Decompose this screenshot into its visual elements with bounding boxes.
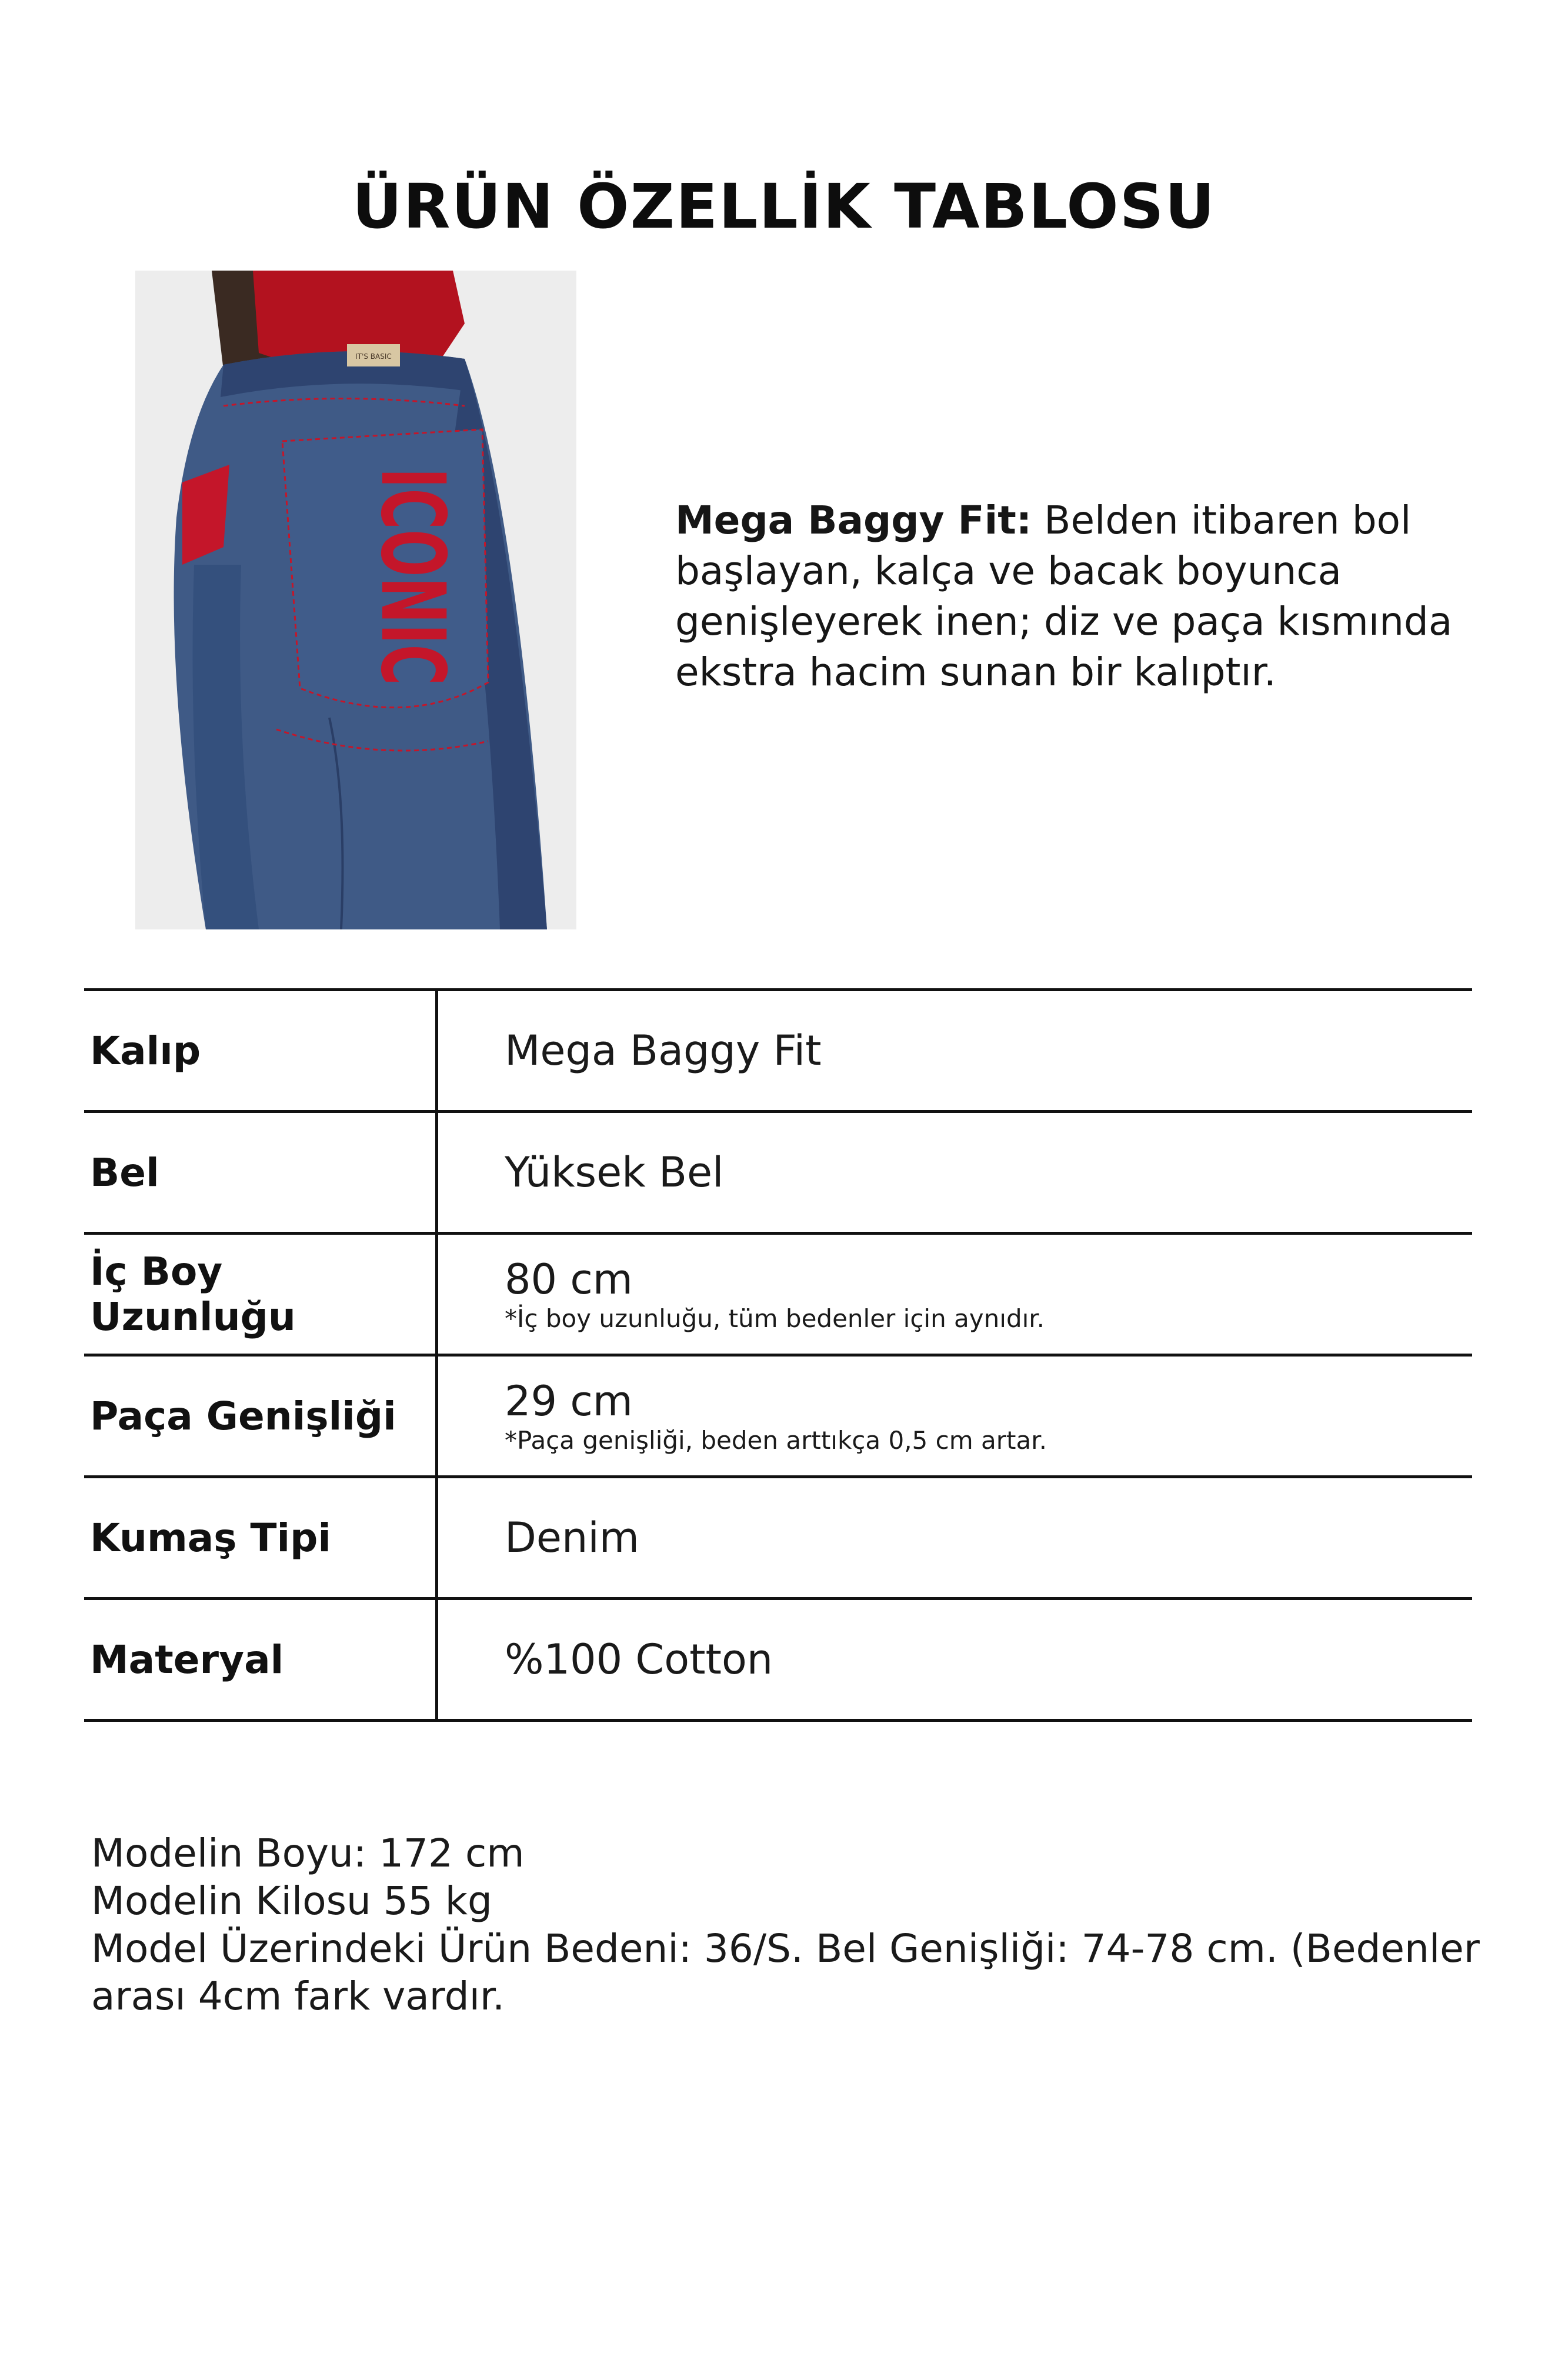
spec-key: Kumaş Tipi bbox=[90, 1515, 332, 1561]
column-divider bbox=[435, 1235, 438, 1354]
model-info bbox=[91, 1829, 1491, 2020]
product-photo bbox=[135, 271, 576, 929]
spec-value-cell bbox=[505, 1478, 639, 1597]
spec-row-paca bbox=[84, 1357, 1472, 1478]
spec-key: Paça Genişliği bbox=[90, 1393, 396, 1439]
spec-value-cell bbox=[505, 991, 822, 1110]
spec-value-cell bbox=[505, 1113, 724, 1232]
spec-value-cell bbox=[505, 1357, 1047, 1475]
spec-row-kalip bbox=[84, 991, 1472, 1113]
brand-tag-text: IT'S BASIC bbox=[355, 352, 392, 361]
spec-key: Bel bbox=[90, 1149, 159, 1195]
spec-table bbox=[84, 988, 1472, 1722]
spec-row-kumas bbox=[84, 1478, 1472, 1600]
spec-value: Mega Baggy Fit bbox=[505, 1026, 822, 1075]
fit-description-text: Belden itibaren bol başlayan, kalça ve bacak boyunca genişleyerek inen; diz ve paça kısmında ekstra hacim sunan bir kalıptır. bbox=[675, 498, 1453, 695]
spec-value: 29 cm bbox=[505, 1377, 633, 1425]
spec-row-ic-boy bbox=[84, 1235, 1472, 1357]
column-divider bbox=[435, 1600, 438, 1719]
spec-value-cell bbox=[505, 1600, 773, 1719]
spec-key: Kalıp bbox=[90, 1028, 201, 1074]
spec-value: %100 Cotton bbox=[505, 1635, 773, 1684]
column-divider bbox=[435, 1357, 438, 1475]
spec-value-cell bbox=[505, 1235, 1045, 1354]
spec-value: Denim bbox=[505, 1514, 639, 1562]
column-divider bbox=[435, 1113, 438, 1232]
column-divider bbox=[435, 1478, 438, 1597]
column-divider bbox=[435, 991, 438, 1110]
spec-row-materyal bbox=[84, 1600, 1472, 1722]
spec-note: *İç boy uzunluğu, tüm bedenler için aynıdır. bbox=[505, 1304, 1045, 1333]
spec-key: Materyal bbox=[90, 1637, 284, 1682]
model-weight: Modelin Kilosu 55 kg bbox=[91, 1878, 492, 1924]
fit-description bbox=[675, 495, 1510, 698]
spec-key: İç Boy Uzunluğu bbox=[90, 1249, 296, 1339]
spec-note: *Paça genişliği, beden arttıkça 0,5 cm artar. bbox=[505, 1426, 1047, 1455]
model-height: Modelin Boyu: 172 cm bbox=[91, 1831, 525, 1876]
spec-value: Yüksek Bel bbox=[505, 1148, 724, 1197]
iconic-label: ICONIC bbox=[361, 468, 463, 812]
jeans-illustration bbox=[135, 271, 576, 929]
fit-description-title: Mega Baggy Fit: bbox=[675, 498, 1032, 543]
page-title: ÜRÜN ÖZELLİK TABLOSU bbox=[352, 171, 1216, 242]
spec-value: 80 cm bbox=[505, 1255, 633, 1304]
spec-row-bel bbox=[84, 1113, 1472, 1235]
model-size-info: Model Üzerindeki Ürün Bedeni: 36/S. Bel Genişliği: 74-78 cm. (Bedenler arası 4cm fark vardır. bbox=[91, 1926, 1480, 2019]
